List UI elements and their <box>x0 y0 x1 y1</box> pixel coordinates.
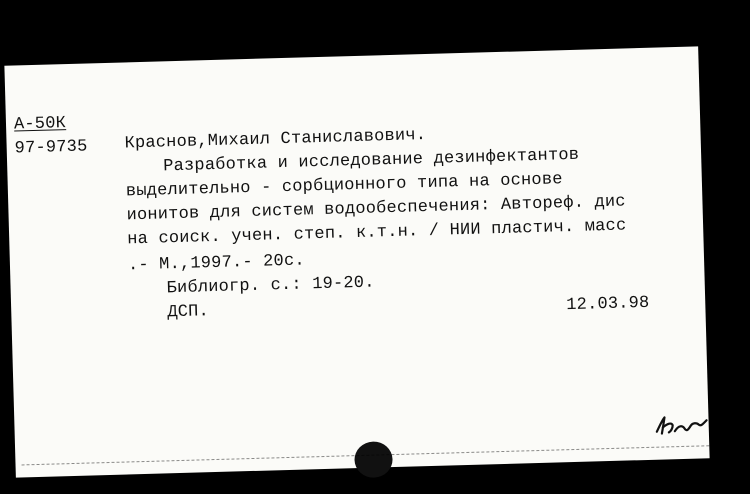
title-line-3: ионитов для систем водообеспечения: Автореф. дис <box>126 192 626 226</box>
imprint-line: .- М.,1997.- 20с. <box>127 251 306 276</box>
catalog-card <box>4 46 709 477</box>
shelf-mark: А-50К <box>13 114 67 135</box>
title-line-4: на соиск. учен. степ. к.т.н. / НИИ пластич. масс <box>127 216 627 250</box>
title-line-1: Разработка и исследование дезинфектантов <box>163 145 580 177</box>
access-restriction-note: ДСП. <box>167 302 210 323</box>
author-name: Краснов,Михаил Станиславович. <box>124 126 427 154</box>
accession-number: 97-9735 <box>14 137 88 159</box>
punch-hole <box>354 441 393 478</box>
title-line-2: выделительно - сорбционного типа на основе <box>125 170 563 202</box>
bibliography-note: Библиогр. с.: 19-20. <box>166 273 375 299</box>
catalog-date: 12.03.98 <box>566 293 650 316</box>
handwritten-mark <box>654 412 709 435</box>
